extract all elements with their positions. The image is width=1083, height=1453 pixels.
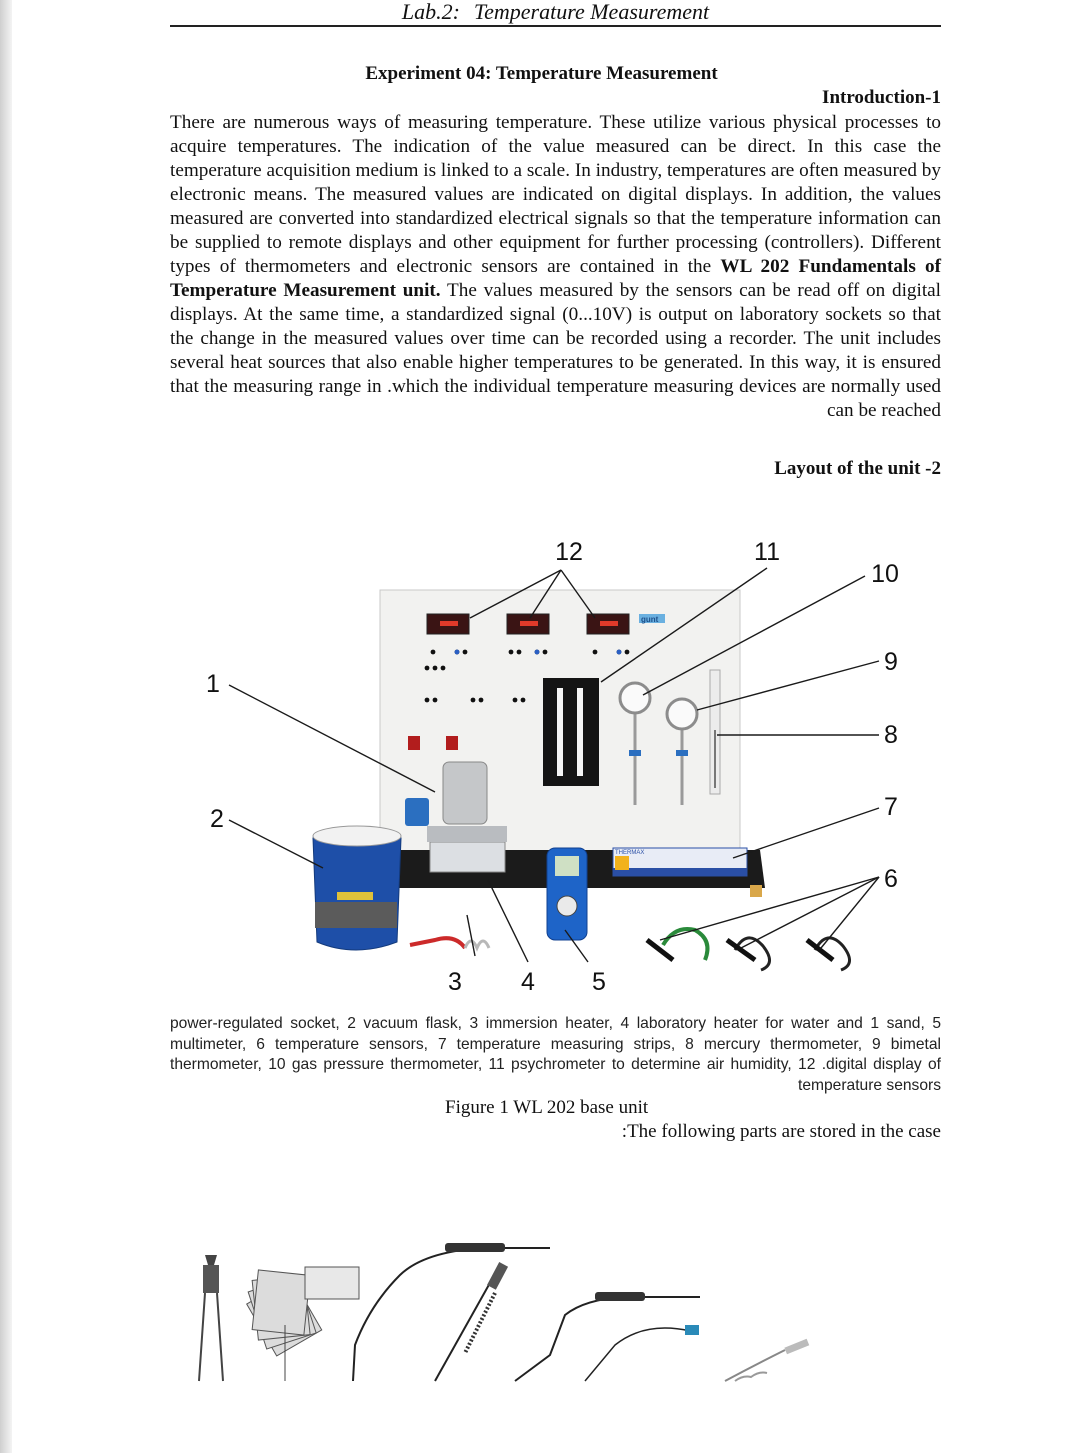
page-edge-shadow [0,0,12,1453]
callout-12: 12 [555,538,583,566]
callout-10: 10 [871,560,899,588]
callout-8: 8 [884,721,898,749]
callout-2: 2 [210,805,224,833]
figure-caption-list: power-regulated socket, 2 vacuum flask, 3 immersion heater, 4 laboratory heater for water and 1 sand, 5 multimeter, 6 temperature sensors, 7 temperature measuring strips, 8 mercury thermometer, 9 bimetal thermometer, 10 gas pressure thermometer, 11 psychrometer to determine air humidity, 12 .digital display of temperature sensors [170,1015,941,1094]
intro-unit-name: WL 202 Fundamentals of Temperature Measurement unit. [170,256,941,301]
introduction-paragraph [170,111,941,423]
callout-6: 6 [884,865,898,893]
layout-heading: Layout of the unit -2 [774,458,941,479]
header-lab: Lab.2: [401,0,460,24]
callout-9: 9 [884,648,898,676]
callout-1: 1 [206,670,220,698]
introduction-heading: Introduction-1 [822,87,941,108]
stored-parts-note: :The following parts are stored in the case [621,1121,941,1142]
intro-text-2: The values measured by the sensors can be read off on digital displays. At the same time, a standardized signal (0...10V) is output on laboratory sockets so that the change in the measured values over time can be recorded using a recorder. The unit includes several heat sources that also enable higher temperatures to be generated. In this way, it is ensured that the measuring range in .which the individual temperature measuring devices are normally used can be reached [170,280,942,421]
stored-parts-illustration [185,1235,825,1383]
header-title: Temperature Measurement [473,0,710,24]
figure-title: Figure 1 WL 202 base unit [445,1097,649,1118]
strip-brand-text: THERMAX [615,850,645,856]
page-header [170,0,941,27]
callout-11: 11 [754,538,780,566]
intro-text-1: There are numerous ways of measuring temperature. These utilize various physical processes to acquire temperatures. The indication of the value measured can be direct. In this case the temperature acquisition medium is linked to a scale. In industry, temperatures are often measured by electronic means. The measured values are indicated on digital displays. In addition, the values measured are converted into standardized electrical signals so that the temperature information can be supplied to remote displays and other equipment for further processing (controllers). Different types of thermometers and electronic sensors are contained in the [170,112,941,277]
callout-5: 5 [592,968,606,996]
wl202-illustration [165,530,945,1000]
experiment-title: Experiment 04: Temperature Measurement [365,63,718,84]
callout-7: 7 [884,793,898,821]
callout-3: 3 [448,968,462,996]
brand-logo-text: gunt [641,615,659,624]
wl202-figure [165,530,945,1000]
callout-4: 4 [521,968,535,996]
